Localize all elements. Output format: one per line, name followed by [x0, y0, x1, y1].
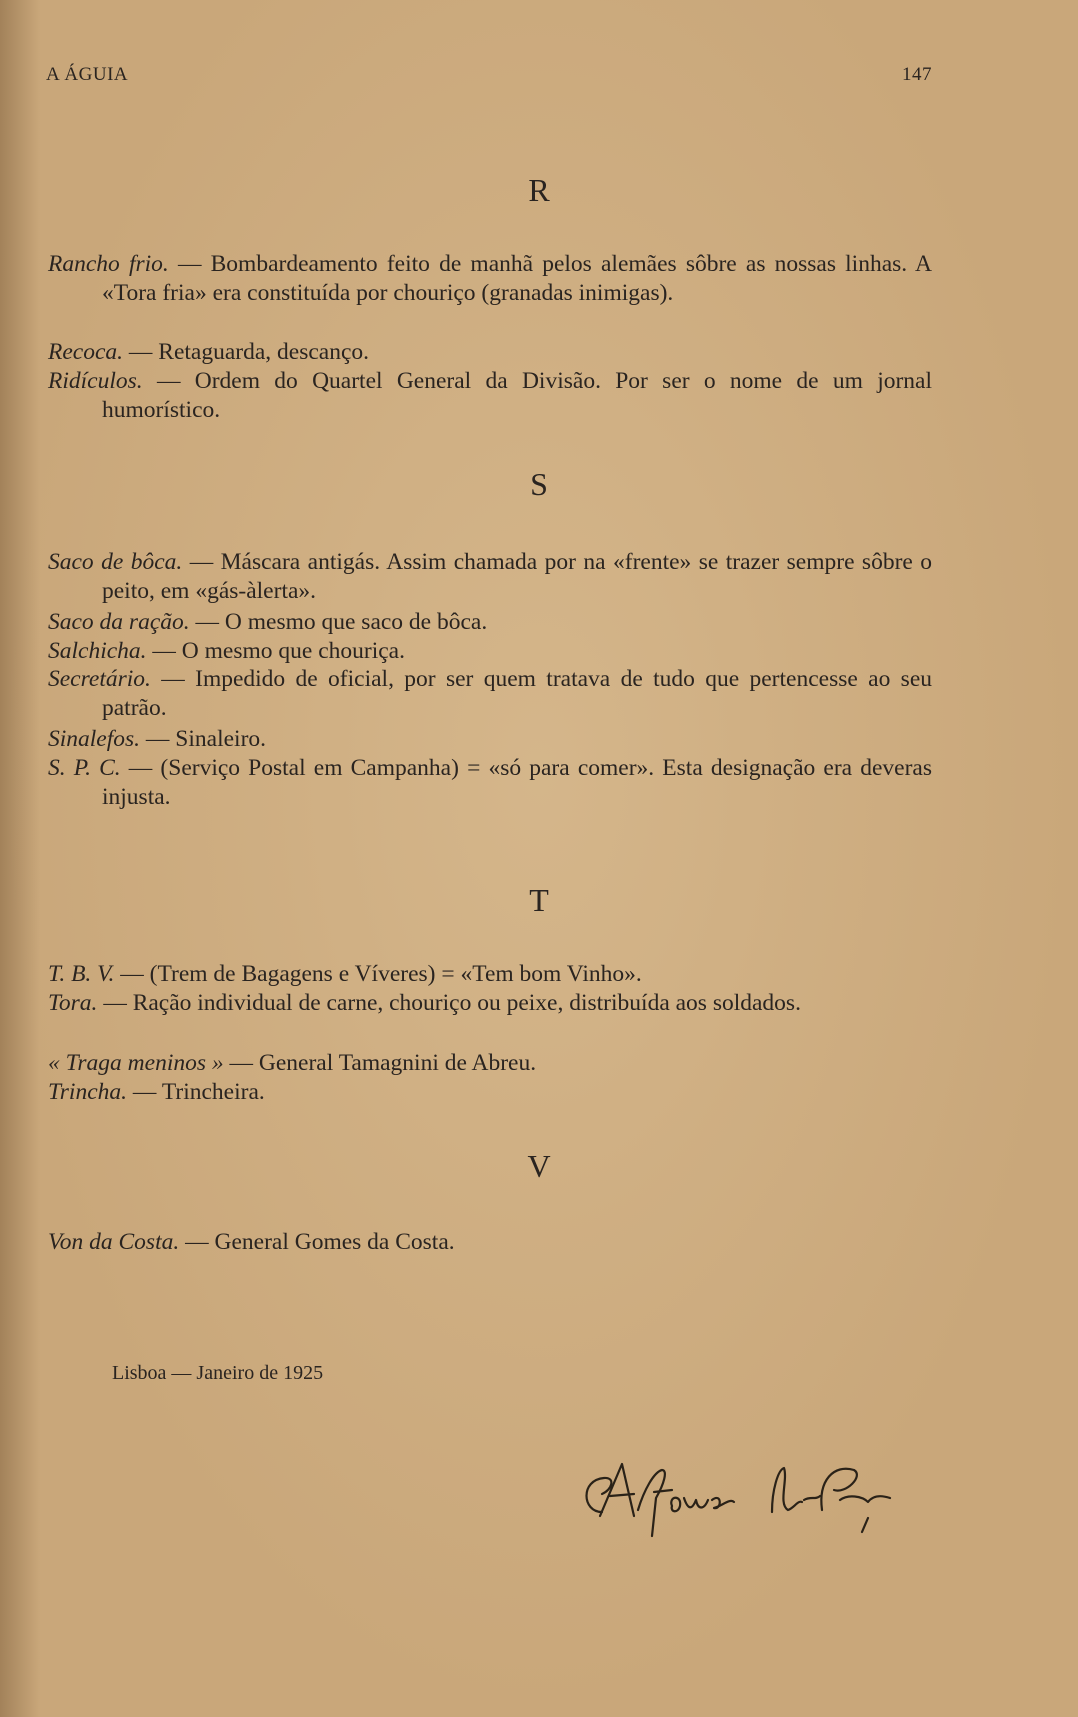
glossary-entry	[48, 250, 932, 308]
place-and-date: Lisboa — Janeiro de 1925	[112, 1362, 324, 1384]
entry-definition: — Máscara antigás. Assim chamada por na «frente» se trazer sempre sôbre o peito, em «gás-àlerta».	[102, 549, 933, 604]
glossary-entry	[48, 1078, 932, 1107]
entry-definition: — O mesmo que saco de bôca.	[195, 609, 488, 635]
glossary-entry	[48, 548, 932, 606]
entry-term: Secretário.	[48, 666, 151, 692]
entry-term: Salchicha.	[48, 638, 147, 664]
glossary-entry	[48, 637, 932, 666]
entry-term: Ridículos.	[48, 368, 143, 394]
entry-definition: — General Gomes da Costa.	[185, 1229, 455, 1255]
entry-definition: — Trincheira.	[132, 1079, 265, 1105]
glossary-entry	[48, 960, 932, 989]
entry-term: Rancho frio.	[48, 251, 169, 277]
entry-definition: — General Tamagnini de Abreu.	[229, 1050, 537, 1076]
entry-term: Recoca.	[48, 339, 124, 365]
entry-term: Tora.	[48, 990, 98, 1016]
glossary-entry	[48, 338, 932, 367]
journal-title: A ÁGUIA	[46, 64, 129, 85]
entry-term: Von da Costa.	[48, 1229, 180, 1255]
section-letter-t: T	[529, 882, 549, 918]
entry-definition: — Impedido de oficial, por ser quem tratava de tudo que pertencesse ao seu patrão.	[102, 666, 933, 721]
entry-definition: — Bombardeamento feito de manhã pelos alemães sôbre as nossas linhas. A «Tora fria» era constituída por chouriço (granadas inimigas).	[102, 251, 933, 306]
entry-definition: — Ração individual de carne, chouriço ou peixe, distribuída aos soldados.	[103, 990, 801, 1016]
glossary-entry	[48, 665, 932, 723]
glossary-entry	[48, 1228, 932, 1257]
glossary-entry	[48, 725, 932, 754]
entry-definition: — (Trem de Bagagens e Víveres) = «Tem bom Vinho».	[120, 961, 642, 987]
glossary-entry	[48, 608, 932, 637]
entry-term: Saco de bôca.	[48, 549, 183, 575]
section-letter-s: S	[530, 466, 548, 502]
entry-definition: — Ordem do Quartel General da Divisão. Por ser o nome de um jornal humorístico.	[102, 368, 933, 423]
entry-term: S. P. C.	[48, 755, 121, 781]
entry-term: « Traga meninos »	[48, 1050, 224, 1076]
entry-definition: — Sinaleiro.	[145, 726, 267, 752]
glossary-entry	[48, 367, 932, 425]
glossary-entry	[48, 1049, 932, 1078]
entry-term: Trincha.	[48, 1079, 128, 1105]
entry-definition: — O mesmo que chouriça.	[152, 638, 405, 664]
entry-term: Saco da ração.	[48, 609, 190, 635]
section-letter-r: R	[528, 172, 550, 208]
entry-definition: — Retaguarda, descanço.	[128, 339, 370, 365]
entry-term: Sinalefos.	[48, 726, 141, 752]
glossary-entry	[48, 754, 932, 812]
section-letter-v: V	[527, 1148, 551, 1184]
page-number: 147	[902, 64, 932, 85]
entry-definition: — (Serviço Postal em Campanha) = «só para comer». Esta designação era deveras injusta.	[102, 755, 933, 810]
glossary-entry	[48, 989, 932, 1018]
handwritten-signature	[572, 1450, 922, 1540]
entry-term: T. B. V.	[48, 961, 115, 987]
